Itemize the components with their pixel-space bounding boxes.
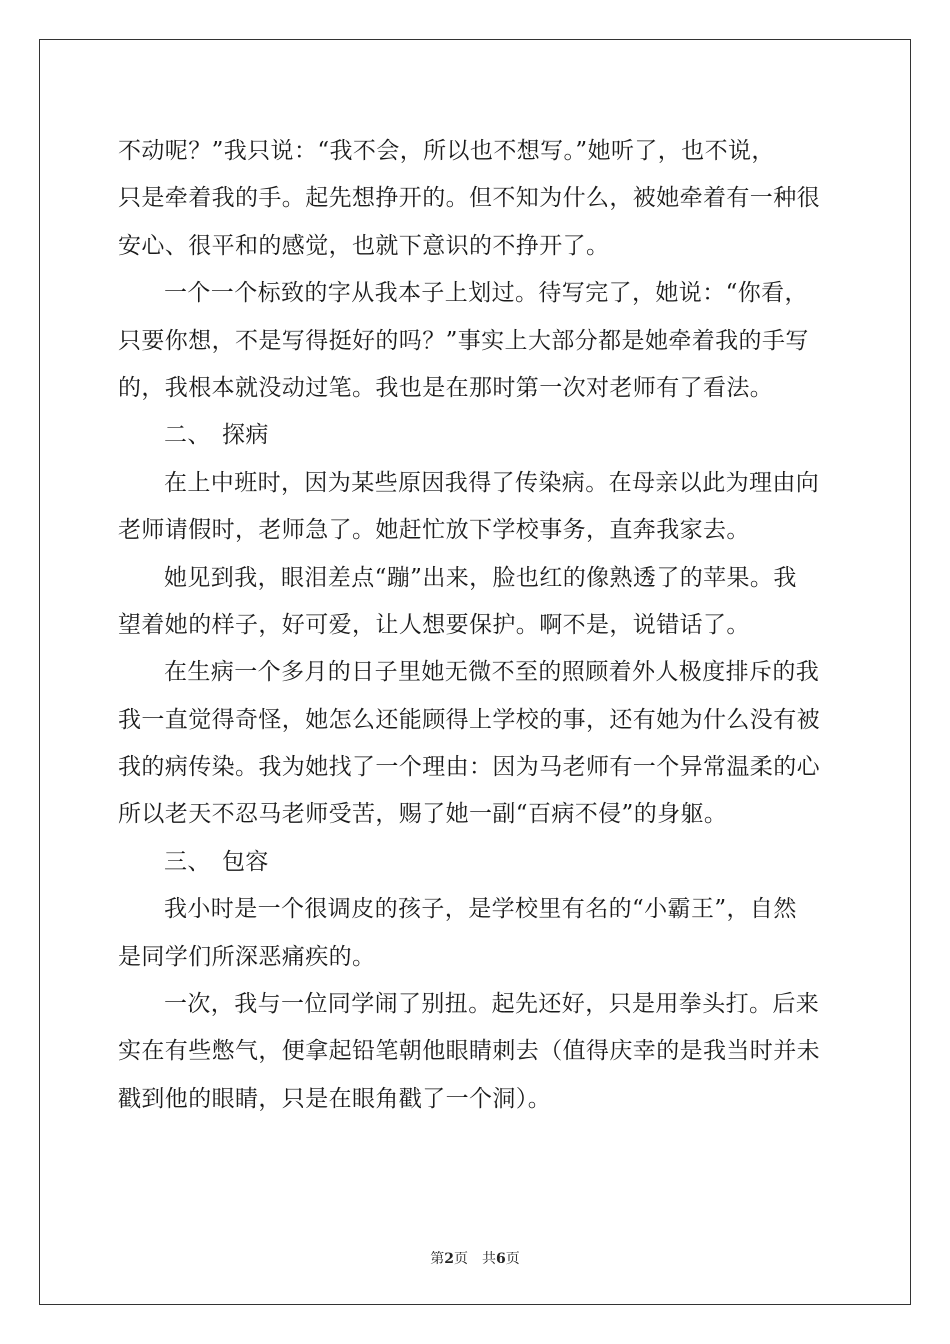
text-line: 她见到我，眼泪差点“蹦”出来，脸也红的像熟透了的苹果。我 [164,564,797,591]
text-line: 只要你想，不是写得挺好的吗？”事实上大部分都是她牵着我的手写 [118,327,809,354]
section-title: 包容 [222,848,269,875]
text-line: 是同学们所深恶痛疾的。 [118,943,376,970]
total-suffix: 页 [505,1251,520,1267]
text-line: 一个一个标致的字从我本子上划过。待写完了，她说：“你看， [164,280,808,307]
section-title: 探病 [222,422,269,449]
text-line: 在上中班时，因为某些原因我得了传染病。在母亲以此为理由向 [164,469,820,496]
page-prefix: 第 [430,1251,445,1267]
total-pages: 6 [496,1251,506,1267]
text-line: 在生病一个多月的日子里她无微不至的照顾着外人极度排斥的我 [164,659,820,686]
text-line: 安心、很平和的感觉，也就下意识的不挣开了。 [118,232,610,259]
page-footer [0,1248,950,1268]
text-line: 老师请假时，老师急了。她赶忙放下学校事务，直奔我家去。 [118,517,750,544]
document-body [118,128,832,1123]
current-page: 2 [444,1251,454,1267]
total-prefix: 共 [482,1251,496,1267]
section-heading [118,412,832,459]
text-line: 实在有些憋气，便拿起铅笔朝他眼睛刺去（值得庆幸的是我当时并未 [118,1038,820,1065]
section-number: 三、 [164,848,211,875]
section-number: 二、 [164,422,211,449]
text-line: 一次，我与一位同学闹了别扭。起先还好，只是用拳头打。后来 [164,991,820,1018]
text-line: 我小时是一个很调皮的孩子，是学校里有名的“小霸王”，自然 [164,896,797,923]
text-line: 只是牵着我的手。起先想挣开的。但不知为什么，被她牵着有一种很 [118,185,820,212]
text-line: 所以老天不忍马老师受苦，赐了她一副“百病不侵”的身躯。 [118,801,728,828]
section-heading [118,839,832,886]
page-suffix: 页 [454,1251,468,1267]
page-total [482,1251,520,1267]
text-line: 不动呢？”我只说：“我不会，所以也不想写。”她听了，也不说， [118,138,775,164]
text-line: 我一直觉得奇怪，她怎么还能顾得上学校的事，还有她为什么没有被 [118,706,820,733]
text-line: 戳到他的眼睛，只是在眼角戳了一个洞）。 [118,1085,552,1112]
text-line: 我的病传染。我为她找了一个理由：因为马老师有一个异常温柔的心 [118,754,820,781]
text-line: 的，我根本就没动过笔。我也是在那时第一次对老师有了看法。 [118,374,774,401]
text-line: 望着她的样子，好可爱，让人想要保护。啊不是，说错话了。 [118,611,750,638]
page-number [430,1251,468,1267]
